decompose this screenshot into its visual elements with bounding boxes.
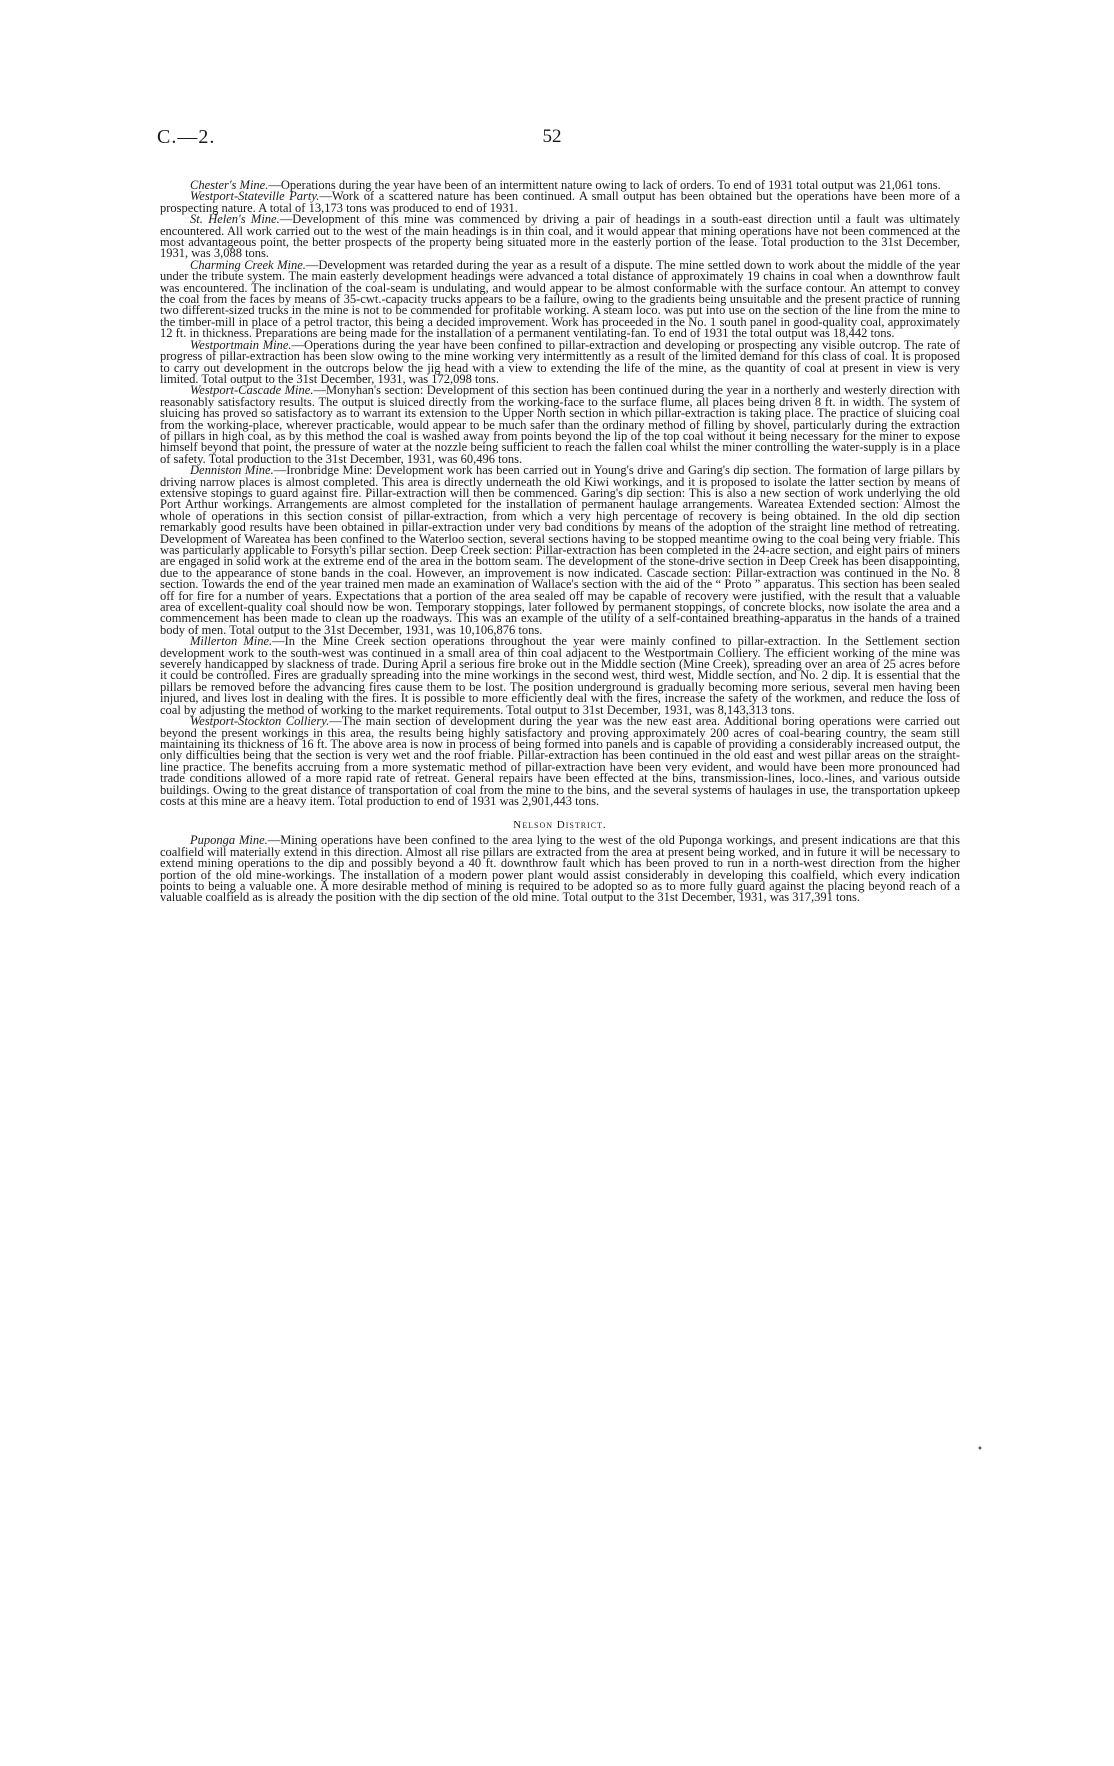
margin-dot: • [977,1444,983,1455]
nelson-paragraphs [160,835,960,903]
section-title-nelson-district: Nelson District. [513,819,607,832]
paragraph-heading: Westport-Stockton Colliery. [190,714,330,729]
paragraph-heading: Denniston Mine. [190,463,274,478]
paragraph-text: —Development was retarded during the year as a result of a dispute. The mine settled down to work about the middle of the year under the tribute system. The main easterly development headings were advanced a total distance of approximately 19 chains in coal when a downthrow fault was encountered. The inclination of the coal-seam is undulating, and would appear to be almost conformable with the surface contour. An attempt to convey the coal from the faces by means of 35-cwt.-capacity trucks appears to be a failure, owing to the gradients being unsuitable and the present practice of running two different-sized trucks in the mine is not to be commended for profitable working. A steam loco. was put into use on the section of the line from the mine to the timber-mill in place of a petrol tractor, this being a decided improvement. Work has proceeded in the No. 1 south panel in good-quality coal, approximately 12 ft. in thickness. Preparations are being made for the installation of a permanent ventilating-fan. To end of 1931 the total output was 18,442 tons. [160,257,960,341]
paragraph-text: —Ironbridge Mine: Development work has been carried out in Young's drive and Garing's dip section. The formation of large pillars by driving narrow places is almost completed. This area is directly underneath the old Kiwi workings, and it is proposed to isolate the latter section by means of extensive stopings to guard against fire. Pillar-extraction will then be commenced. Garing's dip section: This is also a new section of work underlying the old Port Arthur workings. Arrangements are almost completed for the installation of permanent haulage arrangements. Wareatea Extended section: Almost the whole of operations in this section consist of pillar-extraction, from which a very high percentage of recovery is being obtained. In the old dip section remarkably good results have been obtained in pillar-extraction under very bad conditions by means of the adoption of the straight line method of retreating. Development of Wareatea has been confined to the Waterloo section, several sections having to be stopped meantime owing to the coal being very friable. This was particularly applicable to Forsyth's pillar section. Deep Creek section: Pillar-extraction has been completed in the 24-acre section, and eight pairs of miners are engaged in solid work at the extreme end of the area in the bottom seam. The development of the stone-drive section in Deep Creek has been disappointing, due to the appearance of stone bands in the coal. However, an improvement is now indicated. Cascade section: Pillar-extraction was continued in the No. 8 section. Towards the end of the year trained men made an examination of Wallace's section with the aid of the “ Proto ” apparatus. This section has been sealed off for fire for a number of years. Expectations that a portion of the area sealed off may be capable of recovery were justified, with the result that a valuable area of excellent-quality coal should now be won. Temporary stoppings, later followed by permanent stoppings, of concrete blocks, now isolate the area and a commencement has been made to clean up the roadways. This was an example of the utility of a self-contained breathing-apparatus in the hands of a trained body of men. Total output to the 31st December, 1931, was 10,106,876 tons. [160,463,960,637]
paragraph [160,385,960,465]
paragraph-heading: Westport-Cascade Mine. [190,383,314,398]
paragraph [160,191,960,214]
paragraph-text: —Operations during the year have been confined to pillar-extraction and developing or prospecting any visible outcrop. The rate of progress of pillar-extraction has been slow owing to the mine working very intermittently as a result of the limited demand for this class of coal. It is proposed to carry out development in the outcrops below the jig head with a view to extending the life of the mine, as the quantity of coal at present in view is very limited. Total output to the 31st December, 1931, was 172,098 tons. [160,337,960,386]
paragraph-text: —The main section of development during the year was the new east area. Additional boring operations were carried out beyond the present workings in this area, the results being highly satisfactory and proving approximately 200 acres of coal-bearing country, the seam still maintaining its thickness of 16 ft. The above area is now in process of being formed into panels and is capable of providing a considerably increased output, the only difficulties being that the section is very wet and the roof friable. Pillar-extraction has been continued in the old east and west pillar areas on the straight-line practice. The benefits accruing from a more systematic method of pillar-extraction have been very evident, and would have been more pronounced had trade conditions allowed of a more rapid rate of retreat. General repairs have been effected at the bins, transmission-lines, loco.-lines, and various outside buildings. Owing to the great distance of transportation of coal from the mine to the bins, and the several systems of haulages in use, the transportation upkeep costs at this mine are a heavy item. Total production to end of 1931 was 2,901,443 tons. [160,714,960,808]
paragraph-text: —Work of a scattered nature has been continued. A small output has been obtained but the operations have been more of a prospecting nature. A total of 13,173 tons was produced to end of 1931. [160,189,960,215]
paragraph-text: —Monyhan's section: Development of this section has been continued during the year in a northerly and westerly direction with reasonably satisfactory results. The output is sluiced directly from the working-face to the surface flume, all places being driven 8 ft. in width. The system of sluicing has proved so satisfactory as to warrant its extension to the Upper North section in which pillar-extraction is taking place. The practice of sluicing coal from the working-place, wherever practicable, would appear to be much safer than the ordinary method of filling by shovel, particularly during the extraction of pillars in high coal, as by this method the coal is washed away from points beyond the lip of the top coal without it being necessary for the miner to expose himself beyond that point, the pressure of water at the nozzle being sufficient to reach the fallen coal whilst the miner controlling the water-supply is in a place of safety. Total production to the 31st December, 1931, was 60,496 tons. [160,383,960,466]
paragraph [160,257,960,341]
paragraph [160,636,960,716]
paragraph-heading: Westport-Stateville Party. [190,189,320,204]
paragraph-heading: Westportmain Mine. [190,337,292,352]
paragraph [160,337,960,386]
document-reference: C.—2. [157,126,216,148]
page-header [157,126,947,156]
paragraph-heading: Millerton Mine. [190,634,273,649]
document-body [160,180,960,904]
paragraph [160,716,960,807]
paragraph-heading: Puponga Mine. [190,833,268,848]
paragraph [160,214,960,260]
paragraph-heading: St. Helen's Mine. [190,212,280,227]
paragraph-text: —Operations during the year have been of an intermittent nature owing to lack of orders. To end of 1931 total output was 21,061 tons. [268,178,941,192]
paragraph [160,465,960,636]
page-number: 52 [542,126,562,147]
paragraph-heading: Chester's Mine. [190,178,269,192]
paragraph-text: —In the Mine Creek section operations throughout the year were mainly confined to pillar-extraction. In the Settlement section development work to the south-west was continued in a small area of thin coal adjacent to the Westportmain Colliery. The efficient working of the mine was severely handicapped by slackness of trade. During April a serious fire broke out in the Middle section (Mine Creek), spreading over an area of 25 acres before it could be controlled. Fires are gradually spreading into the mine workings in the second west, third west, Middle section, and No. 2 dip. It is essential that the pillars be removed before the advancing fires cause them to be lost. The position underground is gradually becoming more serious, several men having been injured, and lives lost in dealing with the fires. It is possible to more efficiently deal with the fires, increase the safety of the workmen, and reduce the loss of coal by adjusting the method of working to the market requirements. Total output to 31st December, 1931, was 8,143,313 tons. [160,634,960,717]
district-paragraphs [160,180,960,807]
paragraph-text: —Development of this mine was commenced by driving a pair of headings in a south-east direction until a fault was ultimately encountered. All work carried out to the west of the main headings is in thin coal, and it would appear that mining operations have not been commenced at the most advantageous point, the better prospects of the property being situated more in the easterly portion of the lease. Total production to the 31st December, 1931, was 3,088 tons. [160,212,961,261]
paragraph [160,835,960,903]
paragraph-heading: Charming Creek Mine. [190,257,306,272]
paragraph-text: —Mining operations have been confined to the area lying to the west of the old Puponga workings, and present indications are that this coalfield will materially extend in this direction. Almost all rise pillars are extracted from the area at present being worked, and in future it will be necessary to extend mining operations to the dip and possibly beyond a 40 ft. downthrow fault which has been proved to run in a north-west direction from the higher portion of the old mine-workings. The installation of a modern power plant would assist considerably in developing this coalfield, which every indication points to being a valuable one. A more desirable method of mining is required to be adopted so as to more fully guard against the placing beyond reach of a valuable coalfield as is already the position with the dip section of the old mine. Total output to the 31st December, 1931, was 317,391 tons. [160,833,960,905]
